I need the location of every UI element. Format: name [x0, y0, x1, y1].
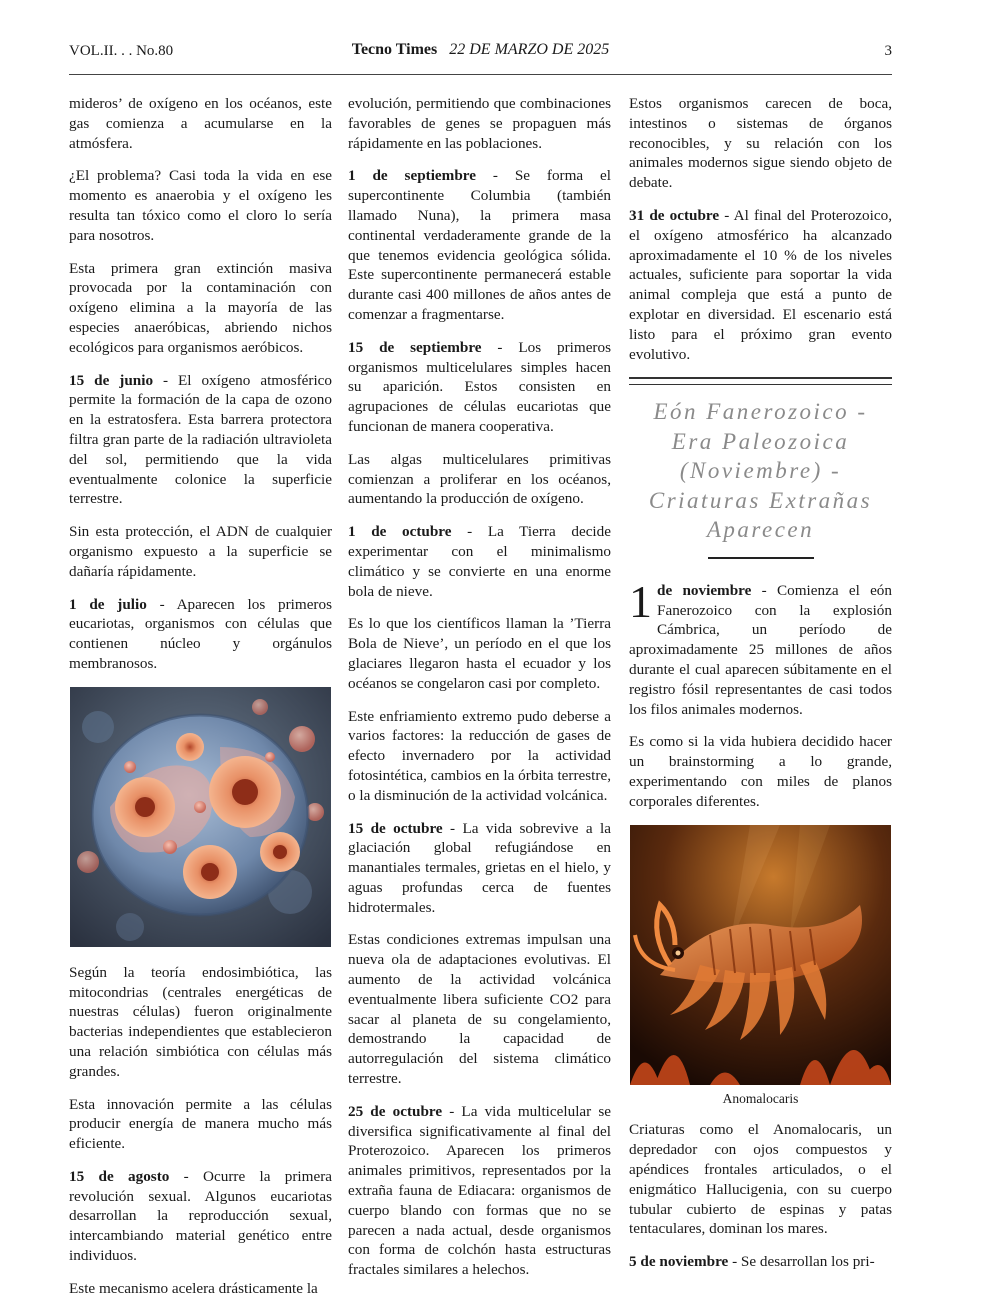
column-2 — [348, 94, 611, 1293]
paragraph — [348, 819, 611, 918]
paragraph — [69, 371, 332, 510]
paragraph: evolución, permitiendo que combinaciones favorables de genes se propaguen más rápidamente en las poblaciones. — [348, 95, 611, 152]
paragraph: mideros’ de oxígeno en los océanos, este gas comienza a acumularse en la atmósfera. — [69, 95, 332, 152]
drop-cap: 1 — [629, 575, 652, 627]
title-underline — [708, 557, 814, 559]
paragraph: Este enfriamiento extremo pudo deberse a varios factores: la reducción de gases de efecto invernadero por la actividad fotosintética, cambios en la órbita terrestre, o la disminución de la actividad volcánica. — [348, 707, 611, 804]
paragraph: Según la teoría endosimbiótica, las mitocondrias (centrales energéticas de nuestras células) fueron originalmente bacterias independientes que establecieron una relación simbiótica con células más grandes. — [69, 963, 332, 1080]
event-date: 31 de octubre — [629, 206, 720, 224]
event-text: - La Tierra decide experimentar con el minimalismo climático y se convierte en una enorme bola de nieve. — [348, 523, 611, 600]
masthead — [69, 41, 892, 59]
event-text: - Aparecen los primeros eucariotas, organismos con células que contienen núcleo y orgánulos membranosos. — [69, 595, 332, 672]
column-1 — [69, 94, 332, 1312]
column-3 — [629, 94, 892, 1285]
paragraph — [629, 206, 892, 364]
event-text: - Ocurre la primera revolución sexual. Algunos eucariotas desarrollan la reproducción sexual, intercambiando material genético entre individuos. — [69, 1167, 332, 1265]
paragraph — [69, 1167, 332, 1266]
paragraph: Estos organismos carecen de boca, intestinos o sistemas de órganos reconocibles, y su relación con los animales modernos sigue siendo objeto de debate. — [629, 95, 892, 192]
section-title: Eón Fanerozoico - Era Paleozoica (Noviembre) - Criaturas Extrañas Aparecen — [648, 399, 873, 543]
event-date: 1 de julio — [69, 595, 147, 613]
event-text: - La vida multicelular se diversifica significativamente al final del Proterozoico. Aparecen los primeros animales primitivos, representados por la extraña fauna de Ediacara: organismos de cuerpo blando con formas que no se parecen a nada actual, desde organismos con forma de colchón hasta estructuras fractales similares a helechos. — [348, 1102, 611, 1279]
paragraph — [348, 166, 611, 324]
event-date: 15 de agosto — [69, 1167, 170, 1185]
page-header — [69, 40, 892, 75]
issue-date: 22 DE MARZO DE 2025 — [449, 41, 610, 58]
event-date: 1 de octubre — [348, 523, 452, 541]
publication-name: Tecno Times — [351, 41, 438, 58]
event-text: - Al final del Proterozoico, el oxígeno atmosférico ha alcanzado aproximadamente el 10 % de los niveles actuales, suficiente para soportar la vida animal compleja que está a punto de explotar en diversidad. El escenario está listo para el próximo gran evento evolutivo. — [629, 206, 892, 363]
event-text: - Se forma el supercontinente Columbia (también llamado Nuna), la primera masa continental verdaderamente grande de la que tenemos evidencia geológica sólida. Este supercontinente permanecerá estable durante casi 400 millones de años antes de comenzar a fragmentarse. — [348, 167, 612, 323]
event-date: de noviembre — [657, 581, 752, 599]
paragraph: ¿El problema? Casi toda la vida en ese momento es anaerobia y el oxígeno les resulta tan tóxico como el cloro lo sería para nosotros. — [69, 167, 332, 244]
paragraph: Es lo que los científicos llaman la ’Tierra Bola de Nieve’, un período en el que los glaciares llegaron hasta el ecuador y los océanos se congelaron casi por completo. — [348, 615, 611, 692]
event-date: 15 de septiembre — [348, 338, 482, 356]
event-text: - Comienza el eón Fanerozoico con la explosión Cámbrica, un período de aproximadamente 25 millones de años durante el cual aparecen súbitamente en el registro fósil representantes de casi todos los filos animales modernos. — [629, 581, 892, 718]
image-caption: Anomalocaris — [722, 1090, 799, 1106]
event-date: 1 de septiembre — [348, 167, 476, 185]
paragraph — [69, 595, 332, 674]
paragraph: Esta primera gran extinción masiva provocada por la contaminación con oxígeno elimina a la mayoría de las especies anaeróbicas, abriendo nichos ecológicos para organismos aeróbicos. — [69, 259, 332, 356]
anomalocaris-illustration — [630, 825, 891, 1085]
event-text: - El oxígeno atmosférico permite la formación de la capa de ozono en la estratosfera. Esta barrera protectora filtra gran parte de la radiación ultravioleta del sol, permitiendo que la vida eventualmente colonice la superficie terrestre. — [69, 371, 333, 508]
page-number: 3 — [884, 43, 892, 59]
paragraph — [629, 1252, 892, 1272]
event-date: 15 de junio — [69, 371, 154, 389]
paragraph — [348, 338, 611, 437]
event-text: - Se desarrollan los pri- — [728, 1253, 875, 1271]
volume-number: VOL.II. . . No.80 — [69, 43, 174, 59]
event-text: - La vida sobrevive a la glaciación global refugiándose en manantiales termales, grietas en el hielo, y aguas profundas cerca de fuentes hidrotermales. — [348, 819, 611, 916]
paragraph: Este mecanismo acelera drásticamente la — [69, 1279, 318, 1297]
section-divider — [629, 377, 892, 385]
paragraph: Es como si la vida hubiera decidido hacer un brainstorming a lo grande, experimentando con miles de planos corporales diferentes. — [629, 733, 892, 810]
event-date: 15 de octubre — [348, 819, 443, 837]
paragraph — [348, 1102, 611, 1280]
paragraph: Estas condiciones extremas impulsan una nueva ola de adaptaciones evolutivas. El aumento de la actividad volcánica eventualmente libera suficiente CO2 para sacar al planeta de su congelamiento, demostrando la capacidad de autorregulación del sistema climático terrestre. — [348, 931, 611, 1088]
paragraph: Sin esta protección, el ADN de cualquier organismo expuesto a la superficie se dañaría rápidamente. — [69, 523, 332, 580]
eukaryote-cell-illustration — [70, 687, 331, 947]
paragraph — [629, 575, 892, 720]
paragraph: Criaturas como el Anomalocaris, un depredador con ojos compuestos y apéndices frontales articulados, o el enigmático Hallucigenia, con su cuerpo tubular cubierto de espinas y patas tentaculares, dominan los mares. — [629, 1121, 892, 1238]
paragraph — [348, 522, 611, 601]
event-date: 25 de octubre — [348, 1102, 443, 1120]
event-date: 5 de noviembre — [629, 1253, 729, 1271]
paragraph: Esta innovación permite a las células producir energía de manera mucho más eficiente. — [69, 1095, 332, 1153]
event-text: - Los primeros organismos multicelulares simples hacen su aparición. Estos consisten en agrupaciones de células eucariotas que funcionan de manera cooperativa. — [348, 338, 611, 435]
paragraph: Las algas multicelulares primitivas comienzan a proliferar en los océanos, aumentando la producción de oxígeno. — [348, 450, 611, 508]
